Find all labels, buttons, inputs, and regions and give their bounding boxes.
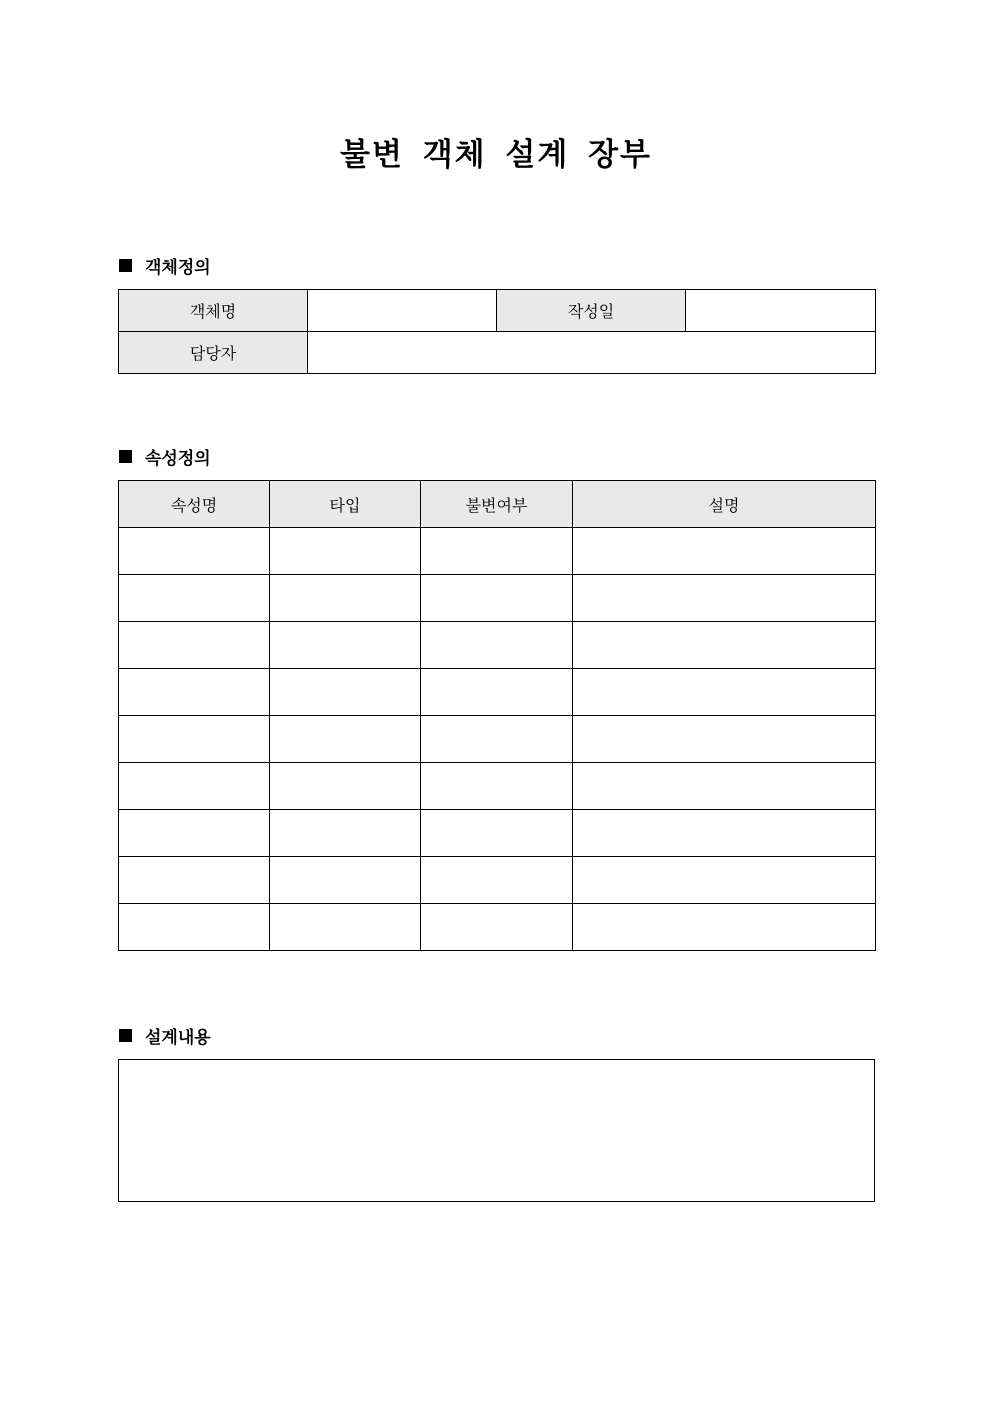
table-row — [119, 810, 876, 857]
immutable-cell[interactable] — [421, 528, 573, 575]
type-cell[interactable] — [270, 763, 421, 810]
table-row — [119, 669, 876, 716]
section-heading-design-content — [119, 1022, 211, 1048]
created-date-field[interactable] — [686, 290, 876, 332]
description-cell[interactable] — [573, 622, 876, 669]
description-cell[interactable] — [573, 857, 876, 904]
table-row — [119, 763, 876, 810]
section-heading-label: 속성정의 — [145, 448, 211, 469]
description-cell[interactable] — [573, 904, 876, 951]
page-title: 불변 객체 설계 장부 — [340, 137, 652, 173]
object-name-label: 객체명 — [119, 290, 308, 332]
table-row — [119, 904, 876, 951]
type-cell[interactable] — [270, 575, 421, 622]
attribute-name-cell[interactable] — [119, 622, 270, 669]
column-header-immutable: 불변여부 — [421, 481, 573, 528]
immutable-cell[interactable] — [421, 857, 573, 904]
attribute-name-cell[interactable] — [119, 575, 270, 622]
description-cell[interactable] — [573, 716, 876, 763]
attribute-name-cell[interactable] — [119, 528, 270, 575]
section-heading-label: 설계내용 — [145, 1027, 211, 1048]
immutable-cell[interactable] — [421, 622, 573, 669]
attribute-name-cell[interactable] — [119, 857, 270, 904]
table-row — [119, 716, 876, 763]
attribute-name-cell[interactable] — [119, 716, 270, 763]
table-row — [119, 622, 876, 669]
attribute-name-cell[interactable] — [119, 810, 270, 857]
attribute-definition-table — [118, 480, 876, 951]
type-cell[interactable] — [270, 669, 421, 716]
table-row — [119, 290, 876, 332]
column-header-attribute-name: 속성명 — [119, 481, 270, 528]
type-cell[interactable] — [270, 857, 421, 904]
type-cell[interactable] — [270, 528, 421, 575]
black-square-icon — [119, 259, 132, 272]
description-cell[interactable] — [573, 669, 876, 716]
type-cell[interactable] — [270, 904, 421, 951]
object-name-field[interactable] — [308, 290, 497, 332]
type-cell[interactable] — [270, 622, 421, 669]
immutable-cell[interactable] — [421, 575, 573, 622]
table-row — [119, 857, 876, 904]
description-cell[interactable] — [573, 763, 876, 810]
type-cell[interactable] — [270, 716, 421, 763]
attribute-name-cell[interactable] — [119, 904, 270, 951]
table-row — [119, 528, 876, 575]
column-header-description: 설명 — [573, 481, 876, 528]
immutable-cell[interactable] — [421, 810, 573, 857]
column-header-type: 타입 — [270, 481, 421, 528]
description-cell[interactable] — [573, 810, 876, 857]
attribute-name-cell[interactable] — [119, 669, 270, 716]
table-row — [119, 575, 876, 622]
immutable-cell[interactable] — [421, 716, 573, 763]
immutable-cell[interactable] — [421, 669, 573, 716]
section-heading-object-definition — [119, 252, 211, 278]
table-header-row — [119, 481, 876, 528]
owner-field[interactable] — [308, 332, 876, 374]
description-cell[interactable] — [573, 528, 876, 575]
design-content-box[interactable] — [118, 1059, 875, 1202]
table-row — [119, 332, 876, 374]
section-heading-attribute-definition — [119, 443, 211, 469]
created-date-label: 작성일 — [497, 290, 686, 332]
description-cell[interactable] — [573, 575, 876, 622]
type-cell[interactable] — [270, 810, 421, 857]
section-heading-label: 객체정의 — [145, 257, 211, 278]
black-square-icon — [119, 1029, 132, 1042]
object-definition-table — [118, 289, 876, 374]
attribute-name-cell[interactable] — [119, 763, 270, 810]
immutable-cell[interactable] — [421, 763, 573, 810]
owner-label: 담당자 — [119, 332, 308, 374]
immutable-cell[interactable] — [421, 904, 573, 951]
black-square-icon — [119, 450, 132, 463]
